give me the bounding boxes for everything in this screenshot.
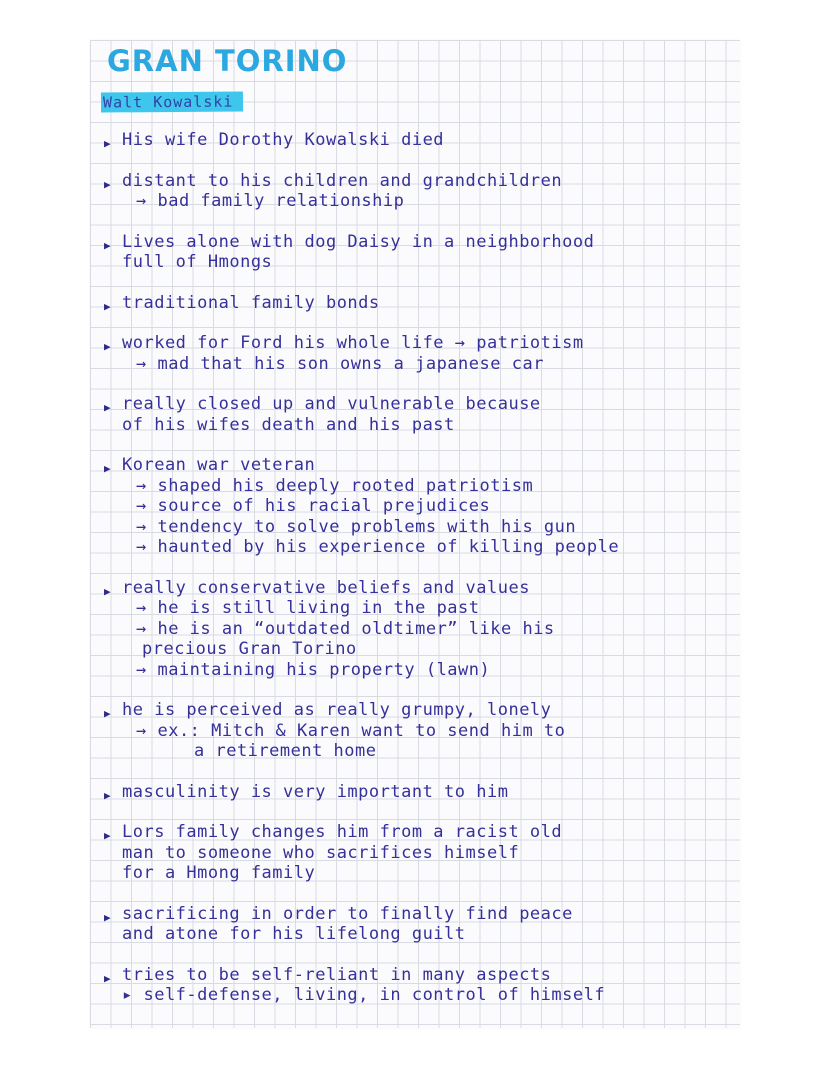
note-line: ▸ self-defense, living, in control of himself	[122, 985, 606, 1005]
note-item	[104, 232, 724, 273]
triangle-bullet-icon: ▶	[104, 910, 112, 924]
note-item	[104, 904, 724, 945]
note-line: a retirement home	[194, 741, 377, 761]
triangle-bullet-icon: ▶	[104, 238, 112, 252]
triangle-bullet-icon: ▶	[104, 401, 112, 414]
triangle-bullet-icon: ▶	[104, 340, 112, 353]
note-line: → haunted by his experience of killing people	[136, 537, 620, 557]
note-line: His wife Dorothy Kowalski died	[122, 130, 445, 150]
note-line: → tendency to solve problems with his gun	[136, 516, 577, 537]
note-item	[104, 782, 724, 803]
note-item	[104, 965, 724, 1006]
note-line: and atone for his lifelong guilt	[122, 924, 466, 944]
triangle-bullet-icon: ▶	[104, 829, 112, 842]
note-item	[104, 171, 724, 212]
note-item	[104, 293, 724, 314]
triangle-bullet-icon: ▶	[104, 137, 112, 150]
note-item	[104, 822, 724, 884]
note-line: of his wifes death and his past	[122, 414, 455, 435]
note-line: masculinity is very important to him	[122, 781, 509, 802]
note-line: → mad that his son owns a japanese car	[136, 353, 544, 374]
note-item	[104, 333, 724, 374]
note-line: → shaped his deeply rooted patriotism	[136, 475, 534, 496]
note-line: really conservative beliefs and values	[122, 577, 530, 598]
note-line: Lors family changes him from a racist old	[122, 822, 563, 842]
note-line: full of Hmongs	[122, 252, 273, 272]
note-item	[104, 578, 724, 681]
triangle-bullet-icon: ▶	[104, 462, 112, 475]
note-line: sacrificing in order to finally find peace	[122, 903, 573, 924]
note-line: distant to his children and grandchildren	[122, 170, 563, 191]
note-line: → maintaining his property (lawn)	[136, 659, 491, 680]
note-item	[104, 700, 724, 762]
note-line: really closed up and vulnerable because	[122, 394, 541, 414]
triangle-bullet-icon: ▶	[104, 177, 112, 191]
note-line: tries to be self-reliant in many aspects	[122, 964, 552, 985]
note-item	[104, 394, 724, 435]
triangle-bullet-icon: ▶	[104, 707, 112, 720]
note-item	[104, 130, 724, 151]
note-line: → source of his racial prejudices	[136, 496, 491, 516]
note-line: worked for Ford his whole life → patriotism	[122, 333, 584, 353]
notes-list	[104, 130, 724, 1006]
triangle-bullet-icon: ▶	[104, 788, 112, 802]
page-title: GRAN TORINO	[107, 44, 348, 78]
note-line: for a Hmong family	[122, 863, 316, 883]
subtitle-highlight	[101, 92, 244, 113]
page-subtitle: Walt Kowalski	[102, 92, 234, 112]
note-line: Korean war veteran	[122, 455, 316, 475]
note-line: traditional family bonds	[122, 292, 380, 313]
triangle-bullet-icon: ▶	[104, 971, 112, 985]
triangle-bullet-icon: ▶	[104, 584, 112, 598]
note-line: → bad family relationship	[136, 191, 405, 211]
note-line: precious Gran Torino	[142, 639, 357, 659]
note-item	[104, 455, 724, 558]
note-line: man to someone who sacrifices himself	[122, 842, 520, 863]
note-line: he is perceived as really grumpy, lonely	[122, 700, 552, 720]
note-line: → he is an “outdated oldtimer” like his	[136, 618, 555, 639]
note-line: → ex.: Mitch & Karen want to send him to	[136, 720, 566, 741]
note-line: Lives alone with dog Daisy in a neighborhood	[122, 231, 595, 252]
note-line: → he is still living in the past	[136, 598, 480, 618]
triangle-bullet-icon: ▶	[104, 299, 112, 313]
